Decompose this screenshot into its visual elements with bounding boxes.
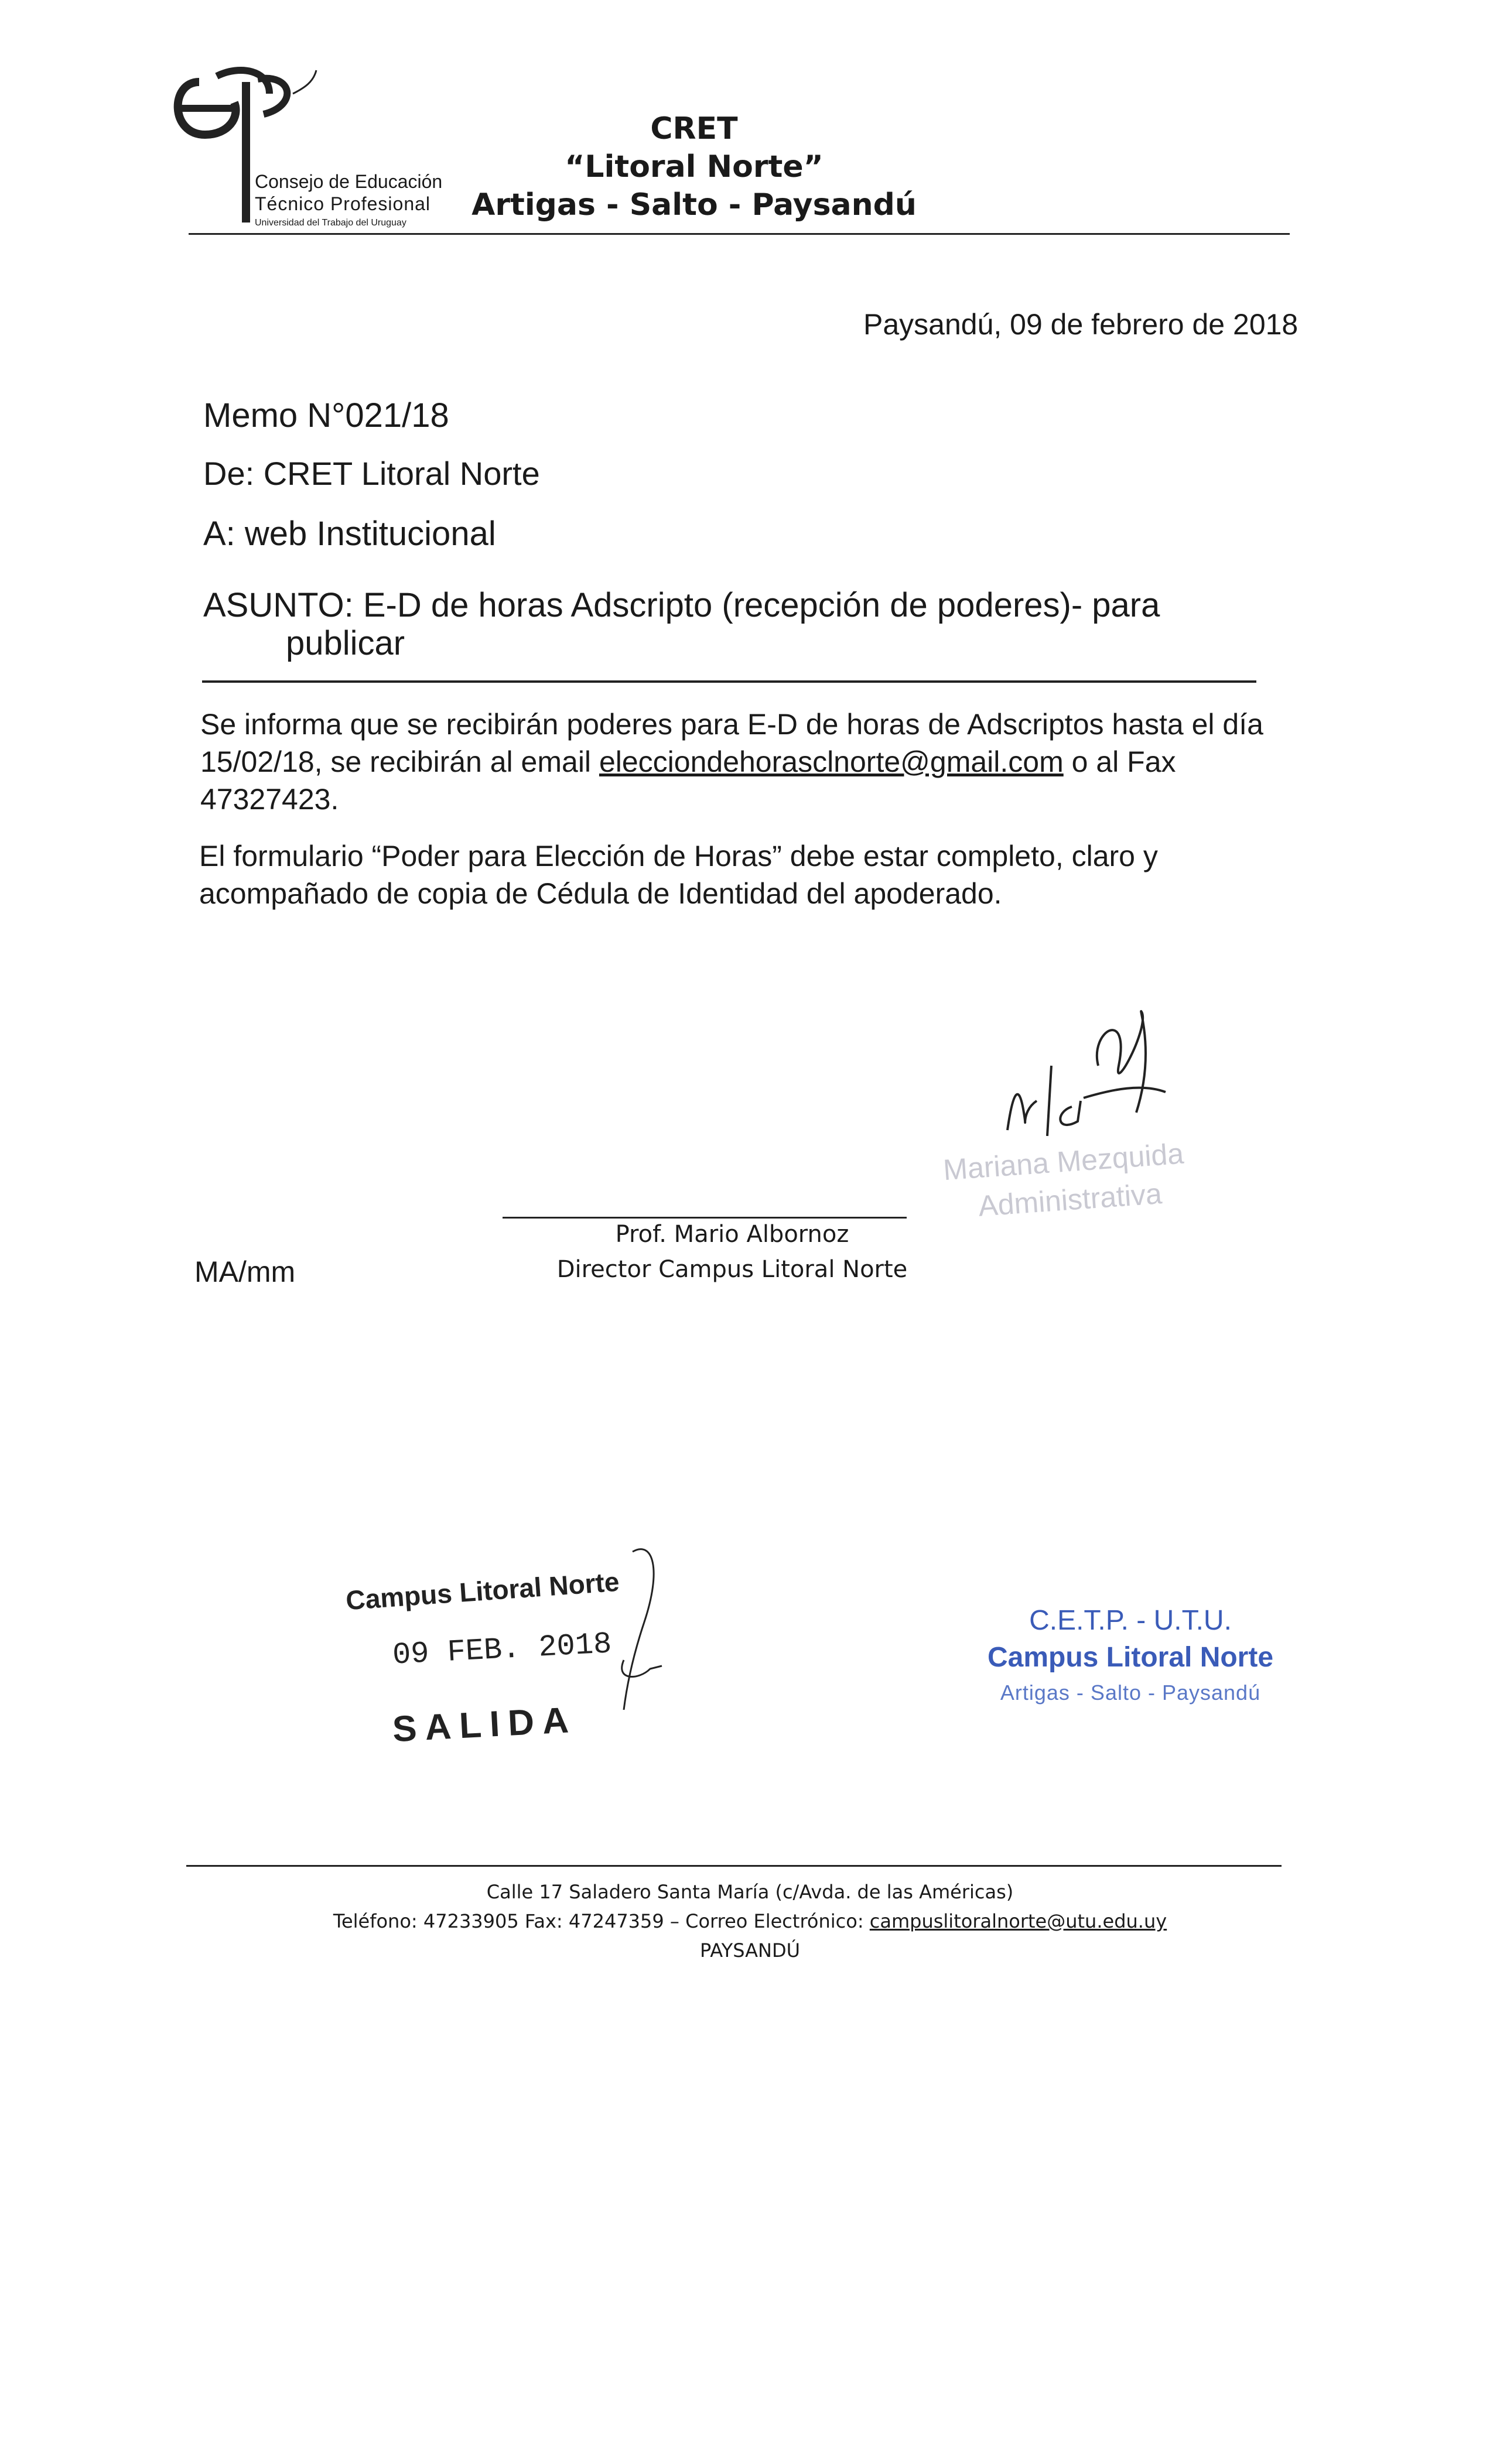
logo-line-2: Técnico Profesional bbox=[255, 193, 431, 214]
logo-line-3: Universidad del Trabajo del Uruguay bbox=[255, 218, 406, 228]
memo-number: Memo N°021/18 bbox=[203, 396, 449, 434]
exit-stamp-date: 09 FEB. 2018 bbox=[391, 1627, 613, 1673]
signer-name: Prof. Mario Albornoz bbox=[615, 1221, 849, 1248]
header-title: CRET bbox=[650, 111, 738, 146]
signer-title: Director Campus Litoral Norte bbox=[556, 1256, 908, 1283]
blue-stamp-campus: Campus Litoral Norte bbox=[987, 1642, 1274, 1673]
exit-stamp-label: SALIDA bbox=[391, 1699, 578, 1750]
body-paragraph-1 bbox=[200, 706, 1313, 818]
memo-from: De: CRET Litoral Norte bbox=[203, 455, 540, 492]
body-paragraph-2: El formulario “Poder para Elección de Horas” debe estar completo, claro y acompañado de copia de Cédula de Identidad del apoderado. bbox=[199, 840, 1158, 910]
memo-subject: ASUNTO: E-D de horas Adscripto (recepción de poderes)- para bbox=[203, 586, 1160, 624]
footer-email-link[interactable]: campuslitoralnorte@utu.edu.uy bbox=[869, 1910, 1167, 1932]
body-paragraph-1-text: Se informa que se recibirán poderes para E-D de horas de Adscriptos hasta el día 15/02/18, se recibirán al email bbox=[200, 708, 1263, 778]
header-locations: Artigas - Salto - Paysandú bbox=[471, 187, 917, 223]
handwritten-signature bbox=[996, 995, 1183, 1148]
exit-stamp-campus: Campus Litoral Norte bbox=[344, 1566, 620, 1616]
subject-rule bbox=[202, 680, 1256, 683]
footer-contact-text: Teléfono: 47233905 Fax: 47247359 – Correo Electrónico: bbox=[333, 1910, 870, 1932]
header-rule bbox=[189, 233, 1290, 235]
signature-line bbox=[503, 1217, 907, 1219]
blue-stamp-institution: C.E.T.P. - U.T.U. bbox=[1029, 1605, 1232, 1636]
footer-contact bbox=[0, 1910, 1500, 1932]
footer-rule bbox=[186, 1865, 1282, 1867]
header-subtitle: “Litoral Norte” bbox=[565, 149, 824, 184]
body-paragraph-1-fax: o al Fax 47327423. bbox=[200, 745, 1176, 816]
reference-initials: MA/mm bbox=[194, 1255, 296, 1288]
blue-stamp-locations: Artigas - Salto - Paysandú bbox=[1000, 1681, 1261, 1705]
admin-stamp-role: Administrativa bbox=[977, 1177, 1163, 1223]
exit-stamp-initials bbox=[597, 1534, 679, 1722]
admin-stamp-name: Mariana Mezquida bbox=[942, 1137, 1185, 1187]
footer-city: PAYSANDÚ bbox=[700, 1939, 800, 1962]
footer-address: Calle 17 Saladero Santa María (c/Avda. de las Américas) bbox=[486, 1881, 1014, 1903]
memo-subject-continued: publicar bbox=[286, 624, 405, 662]
email-link[interactable]: elecciondehorasclnorte@gmail.com bbox=[599, 745, 1064, 778]
logo-line-1: Consejo de Educación bbox=[255, 171, 443, 192]
memo-to: A: web Institucional bbox=[203, 515, 496, 553]
document-date: Paysandú, 09 de febrero de 2018 bbox=[863, 308, 1299, 341]
